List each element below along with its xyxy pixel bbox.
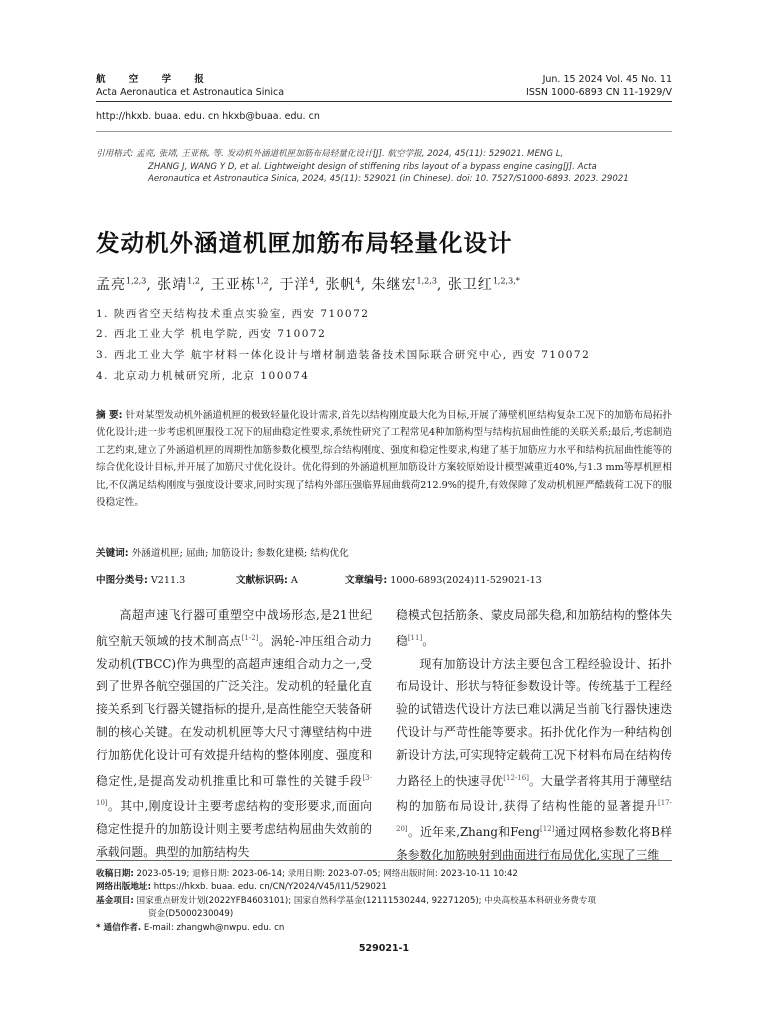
body-column-left bbox=[96, 604, 372, 864]
body-paragraph bbox=[396, 653, 672, 867]
paragraph-text: 高超声速飞行器可重塑空中战场形态,是21世纪航空航天领域的技术制高点 bbox=[96, 608, 372, 648]
keywords bbox=[96, 545, 349, 559]
paper-title: 发动机外涵道机匣加筋布局轻量化设计 bbox=[96, 229, 513, 257]
reference-mark[interactable]: [17-20] bbox=[396, 799, 672, 833]
dates-text: 2023-05-19; 退修日期: 2023-06-14; 录用日期: 2023-07-05; 网络出版时间: 2023-10-11 10:42 bbox=[136, 869, 518, 879]
author-affil-mark: 1,2 bbox=[255, 276, 269, 286]
body-paragraph bbox=[96, 604, 372, 864]
footnote-block bbox=[96, 868, 672, 935]
classification-value: V211.3 bbox=[150, 575, 186, 586]
abstract bbox=[96, 407, 672, 511]
author-affil-mark: 1,2,3,* bbox=[492, 276, 520, 286]
body-paragraph bbox=[396, 604, 672, 653]
reference-mark[interactable]: [1-2] bbox=[241, 633, 259, 642]
paragraph-text: 。大量学者将其用于薄壁结构的加筋布局设计,获得了结构性能的显著提升 bbox=[396, 773, 672, 814]
fund-label: 基金项目: bbox=[96, 895, 134, 906]
article-number bbox=[345, 572, 542, 586]
body-column-right bbox=[396, 604, 672, 866]
abstract-text: 针对某型发动机外涵道机匣的极致轻量化设计需求,首先以结构刚度最大化为目标,开展了薄壁机匣结构复杂工况下的加筋布局拓扑优化设计;进一步考虑机匣服役工况下的屈曲稳定性要求,系统性研究了工程常见4种加筋构型与结构抗屈曲性能的关联关系;最后,考虑制造工艺约束,建立了外涵道机匣的周期性加筋参数化模型,综合结构刚度、强度和稳定性要求,构建了基于加筋应力水平和结构抗屈曲性能等的综合优化设计目标,并开展了加筋尺寸优化设计。优化得到的外涵道机匣加筋设计方案较原始设计模型减重近40%,与1.3 mm等厚机匣相比,不仅满足结构刚度与强度设计要求,同时实现了结构外部压强临界屈曲载荷212.9%的提升,有效保障了发动机机匣严酷载荷工况下的服役稳定性。 bbox=[96, 410, 672, 509]
issn-info: ISSN 1000-6893 CN 11-1929/V bbox=[526, 87, 672, 98]
reference-mark[interactable]: [11] bbox=[407, 633, 423, 642]
author-list: 孟亮$^{1,2,3}$, 张靖$^{1,2}$, 王亚栋$^{1,2}$, 于洋$^4$, 张帆$^4$, 朱继宏$^{1,2,3}$, 张卫红$^{1,2,3,*}$ bbox=[96, 276, 520, 293]
paragraph-text: 通过网格参数化将B样条参数化加筋映射到曲面进行布局优化,实现了三维 bbox=[396, 824, 672, 862]
affiliation-1: 1. 陕西省空天结构技术重点实验室, 西安 710072 bbox=[96, 308, 370, 320]
citation-block bbox=[96, 148, 672, 186]
paragraph-text: 现有加筋设计方法主要包含工程经验设计、拓扑布局设计、形状与特征参数设计等。传统基于工程经验的试错迭代设计方法已难以满足当前飞行器快速迭代设计与严苛性能等要求。拓扑优化作为一种结构创新设计方法,可实现特定载荷工况下材料布局在结构传力路径上的快速寻优 bbox=[396, 656, 672, 788]
author-name: 张卫红 bbox=[447, 277, 493, 293]
paragraph-text: 。其中,刚度设计主要考虑结构的变形要求,而面向稳定性提升的加筋设计则主要考虑结构屈曲失效前的承载问题。典型的加筋结构失 bbox=[96, 799, 372, 859]
abstract-label: 摘 要: bbox=[96, 410, 123, 421]
reference-mark[interactable]: [12-16] bbox=[503, 773, 529, 782]
page-number: 529021-1 bbox=[358, 943, 410, 954]
fund-text-cont: 资金(D5000230049) bbox=[148, 909, 234, 920]
author-affil-mark: 1,2,3 bbox=[416, 276, 437, 286]
online-url[interactable]: https://hkxb. buaa. edu. cn/CN/Y2024/V45/I11/529021 bbox=[153, 882, 387, 893]
paragraph-text: 稳模式包括筋条、蒙皮局部失稳,和加筋结构的整体失稳 bbox=[396, 608, 672, 648]
journal-website[interactable]: http://hkxb. buaa. edu. cn hkxb@buaa. edu. cn bbox=[96, 111, 320, 122]
citation-line-3: Aeronautica et Astronautica Sinica, 2024, 45(11): 529021 (in Chinese). doi: 10. 7527/S1000-6893. 2023. 29021 bbox=[148, 174, 629, 184]
journal-name-cn: 航 空 学 报 bbox=[96, 74, 214, 85]
author-name: 于洋 bbox=[279, 277, 310, 293]
author-name: 张靖 bbox=[157, 277, 188, 293]
affiliation-2: 2. 西北工业大学 机电学院, 西安 710072 bbox=[96, 328, 327, 340]
paragraph-text: 。 bbox=[422, 633, 434, 648]
classification-number bbox=[96, 572, 185, 586]
citation-line-1: 引用格式: 孟亮, 张靖, 王亚栋, 等. 发动机外涵道机匣加筋布局轻量化设计[J]. 航空学报, 2024, 45(11): 529021. MENG L, bbox=[96, 149, 564, 159]
author-name: 王亚栋 bbox=[210, 277, 256, 293]
fund-text: 国家重点研发计划(2022YFB4603101); 国家自然科学基金(12111530244, 92271205); 中央高校基本科研业务费专项 bbox=[136, 895, 597, 906]
citation-line-2: ZHANG J, WANG Y D, et al. Lightweight design of stiffening ribs layout of a bypass engine casing[J]. Acta bbox=[148, 161, 597, 172]
document-code-label: 文献标识码: bbox=[236, 575, 288, 586]
journal-header-left bbox=[96, 73, 284, 99]
corresponding-email[interactable]: E-mail: zhangwh@nwpu. edu. cn bbox=[143, 922, 285, 933]
paragraph-text: 。涡轮-冲压组合动力发动机(TBCC)作为典型的高超声速组合动力之一,受到了世界各航空强国的广泛关注。发动机的轻量化直接关系到飞行器关键指标的提升,是高性能空天装备研制的核心关键。在发动机机匣等大尺寸薄壁结构中进行加筋优化设计可有效提升结构的整体刚度、强度和稳定性,是提高发动机推重比和可靠性的关键手段 bbox=[96, 633, 372, 788]
online-label: 网络出版地址: bbox=[96, 882, 151, 893]
keywords-text: 外涵道机匣; 屈曲; 加筋设计; 参数化建模; 结构优化 bbox=[131, 548, 349, 559]
footnote-rule bbox=[96, 860, 672, 861]
online-line bbox=[96, 881, 672, 894]
corresponding-author bbox=[96, 922, 672, 935]
dates-label: 收稿日期: bbox=[96, 869, 134, 879]
corresponding-label: * 通信作者. bbox=[96, 922, 142, 933]
author-affil-mark: 4 bbox=[309, 276, 315, 286]
fund-line bbox=[96, 895, 672, 922]
author-affil-mark: 4 bbox=[355, 276, 361, 286]
author-name: 孟亮 bbox=[96, 277, 126, 293]
dates-line bbox=[96, 868, 672, 881]
article-number-value: 1000-6893(2024)11-529021-13 bbox=[390, 575, 542, 586]
keywords-label: 关键词: bbox=[96, 548, 129, 559]
reference-mark[interactable]: [3-10] bbox=[96, 773, 372, 808]
header-rule bbox=[96, 101, 672, 102]
affiliation-3: 3. 西北工业大学 航宇材料一体化设计与增材制造装备技术国际联合研究中心, 西安 710072 bbox=[96, 349, 591, 361]
author-affil-mark: 1,2,3 bbox=[126, 276, 147, 286]
affiliation-4: 4. 北京动力机械研究所, 北京 100074 bbox=[96, 370, 310, 382]
author-name: 朱继宏 bbox=[371, 277, 417, 293]
document-code bbox=[236, 572, 298, 586]
author-name: 张帆 bbox=[325, 277, 356, 293]
journal-header-right bbox=[526, 73, 672, 99]
author-affil-mark: 1,2 bbox=[187, 276, 200, 286]
citation-rule bbox=[96, 131, 672, 132]
classification-label: 中图分类号: bbox=[96, 575, 148, 586]
issue-info: Jun. 15 2024 Vol. 45 No. 11 bbox=[542, 74, 672, 85]
paragraph-text: 。近年来,Zhang和Feng bbox=[407, 824, 540, 839]
document-code-value: A bbox=[290, 575, 298, 586]
reference-mark[interactable]: [12] bbox=[539, 824, 555, 833]
article-number-label: 文章编号: bbox=[345, 575, 388, 586]
journal-name-en: Acta Aeronautica et Astronautica Sinica bbox=[96, 87, 285, 98]
